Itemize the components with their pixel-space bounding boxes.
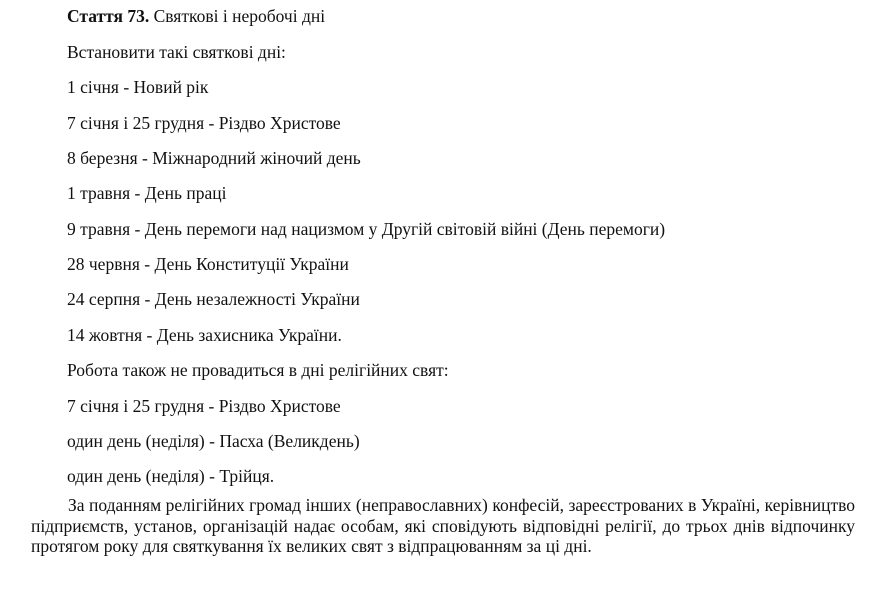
holiday-item: 14 жовтня - День захисника України. (67, 325, 342, 345)
article-title: Святкові і неробочі дні (153, 6, 326, 26)
holiday-item: 9 травня - День перемоги над нацизмом у Другій світовій війні (День перемоги) (67, 219, 666, 239)
holiday-item: 8 березня - Міжнародний жіночий день (67, 148, 361, 168)
holiday-item: 28 червня - День Конституції України (67, 254, 349, 274)
religious-holiday-item: один день (неділя) - Пасха (Великдень) (67, 431, 360, 451)
holiday-item: 7 січня і 25 грудня - Різдво Христове (67, 113, 341, 133)
religious-holiday-item: один день (неділя) - Трійця. (67, 466, 275, 486)
holidays-intro: Встановити такі святкові дні: (67, 42, 286, 62)
holiday-item: 24 серпня - День незалежності України (67, 289, 360, 309)
religious-holidays-intro: Робота також не провадиться в дні релігійних свят: (67, 360, 449, 380)
closing-paragraph: За поданням релігійних громад інших (неправославних) конфесій, зареєстрованих в Україні, керівництво підприємств, установ, організацій надає особам, які сповідують відповідні релігії, до трьох днів відпочинку протягом року для святкування їх великих свят з відпрацюванням за ці дні. (31, 495, 855, 556)
holiday-item: 1 січня - Новий рік (67, 77, 209, 97)
article-number: Стаття 73. (67, 6, 150, 26)
holiday-item: 1 травня - День праці (67, 183, 227, 203)
religious-holiday-item: 7 січня і 25 грудня - Різдво Христове (67, 396, 341, 416)
article-heading (67, 6, 325, 26)
